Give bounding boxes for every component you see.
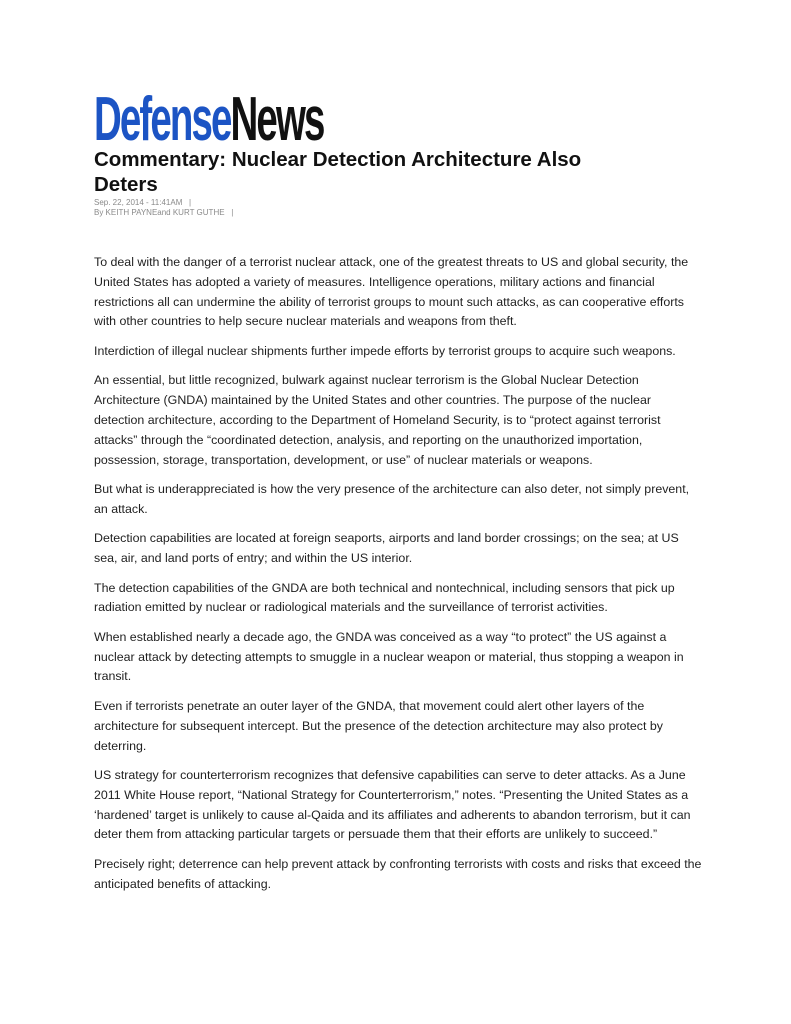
paragraph-line: detection architecture, according to the Department of Homeland Security, is to “protect against terrorist xyxy=(94,412,661,427)
article-title xyxy=(94,147,694,197)
paragraph-line: sea, air, and land ports of entry; and within the US interior. xyxy=(94,551,413,566)
logo-news-text: News xyxy=(230,85,324,154)
article-dateline: Sep. 22, 2014 - 11:41AM | xyxy=(94,198,192,207)
paragraph-line: ‘hardened’ target is unlikely to cause al-Qaida and its affiliates and adherents to abandon terrorism, but it can xyxy=(94,807,691,822)
paragraph-line: When established nearly a decade ago, the GNDA was conceived as a way “to protect” the US against a xyxy=(94,629,667,644)
article-meta xyxy=(94,198,233,218)
article-paragraph xyxy=(94,253,704,332)
article-paragraph xyxy=(94,579,704,619)
paragraph-line: anticipated benefits of attacking. xyxy=(94,876,272,891)
paragraph-line: architecture for subsequent intercept. But the presence of the detection architecture may also protect by xyxy=(94,718,663,733)
paragraph-line: Even if terrorists penetrate an outer layer of the GNDA, that movement could alert other layers of the xyxy=(94,698,645,713)
paragraph-line: Detection capabilities are located at foreign seaports, airports and land border crossings; on the sea; at US xyxy=(94,531,679,546)
logo-defense-text: Defense xyxy=(94,85,231,154)
paragraph-line: attacks” through the “coordinated detection, analysis, and reporting on the unauthorized importation, xyxy=(94,432,643,447)
paragraph-line: radiation emitted by nuclear or radiological materials and the surveillance of terrorist activities. xyxy=(94,600,608,615)
paragraph-line: An essential, but little recognized, bulwark against nuclear terrorism is the Global Nuclear Detection xyxy=(94,373,639,388)
article-byline: By KEITH PAYNEand KURT GUTHE | xyxy=(94,208,234,217)
article-paragraph xyxy=(94,855,704,895)
paragraph-line: transit. xyxy=(94,669,132,684)
article-title-line: Deters xyxy=(94,173,158,196)
article-body xyxy=(94,253,704,904)
paragraph-line: US strategy for counterterrorism recognizes that defensive capabilities can serve to deter attacks. As a June xyxy=(94,768,686,783)
article-title-line: Commentary: Nuclear Detection Architecture Also xyxy=(94,148,582,171)
paragraph-line: Interdiction of illegal nuclear shipments further impede efforts by terrorist groups to acquire such weapons. xyxy=(94,343,676,358)
article-paragraph xyxy=(94,529,704,569)
article-paragraph xyxy=(94,342,704,362)
paragraph-line: The detection capabilities of the GNDA are both technical and nontechnical, including sensors that pick up xyxy=(94,580,675,595)
paragraph-line: restrictions all can undermine the ability of terrorist groups to mount such attacks, as can cooperative efforts xyxy=(94,294,684,309)
paragraph-line: Architecture (GNDA) maintained by the United States and other countries. The purpose of the nuclear xyxy=(94,393,651,408)
defense-news-logo[interactable] xyxy=(94,85,324,154)
paragraph-line: Precisely right; deterrence can help prevent attack by confronting terrorists with costs and risks that exceed the xyxy=(94,856,702,871)
article-paragraph xyxy=(94,480,704,520)
paragraph-line: United States has adopted a variety of measures. Intelligence operations, military actions and financial xyxy=(94,274,655,289)
paragraph-line: 2011 White House report, “National Strategy for Counterterrorism,” notes. “Presenting the United States as a xyxy=(94,787,689,802)
paragraph-line: an attack. xyxy=(94,501,148,516)
paragraph-line: with other countries to help secure nuclear materials and weapons from theft. xyxy=(94,314,517,329)
paragraph-line: deter them from attacking particular targets or persuade them that their efforts are unlikely to succeed.” xyxy=(94,827,658,842)
paragraph-line: possession, storage, transportation, development, or use” of nuclear materials or weapons. xyxy=(94,452,593,467)
article-paragraph xyxy=(94,766,704,845)
paragraph-line: But what is underappreciated is how the very presence of the architecture can also deter, not simply prevent, xyxy=(94,482,690,497)
article-paragraph xyxy=(94,371,704,470)
article-paragraph xyxy=(94,697,704,756)
article-paragraph xyxy=(94,628,704,687)
paragraph-line: To deal with the danger of a terrorist nuclear attack, one of the greatest threats to US and global security, the xyxy=(94,255,689,269)
paragraph-line: deterring. xyxy=(94,738,147,753)
paragraph-line: nuclear attack by detecting attempts to smuggle in a nuclear weapon or material, thus stopping a weapon in xyxy=(94,649,684,664)
